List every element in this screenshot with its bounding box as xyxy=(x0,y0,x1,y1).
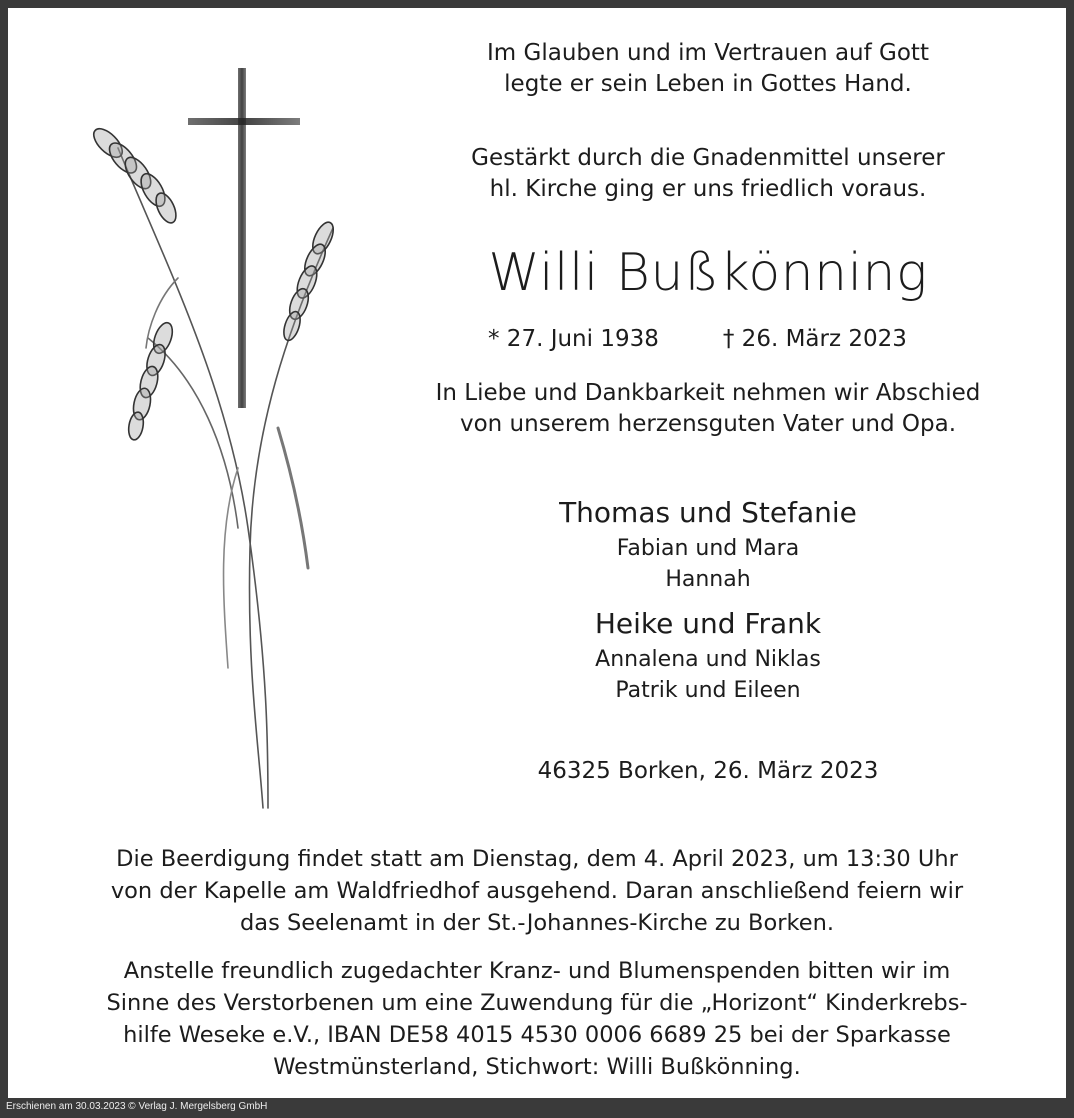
deceased-name: Willi Bußkönning xyxy=(488,243,928,303)
motto xyxy=(348,38,1068,100)
life-dates xyxy=(488,319,907,359)
motto-2 xyxy=(348,143,1068,205)
donation-line: Westmünsterland, Stichwort: Willi Bußkönning. xyxy=(273,1054,801,1080)
farewell-line: In Liebe und Dankbarkeit nehmen wir Abschied xyxy=(435,380,981,406)
family-group xyxy=(348,493,1068,595)
death-date: † 26. März 2023 xyxy=(722,326,907,352)
motto-line: legte er sein Leben in Gottes Hand. xyxy=(504,71,912,97)
wheat-ears-icon xyxy=(89,124,338,808)
family-head: Thomas und Stefanie xyxy=(559,496,857,529)
donation-line: Anstelle freundlich zugedachter Kranz- und Blumenspenden bitten wir im xyxy=(123,958,951,984)
motto-line: Im Glauben und im Vertrauen auf Gott xyxy=(487,40,929,66)
funeral-info xyxy=(28,843,1046,939)
family-head: Heike und Frank xyxy=(594,607,822,640)
family-member: Fabian und Mara xyxy=(616,536,800,561)
farewell-line: von unserem herzensguten Vater und Opa. xyxy=(459,411,957,437)
donation-info xyxy=(28,955,1046,1083)
place-and-date: 46325 Borken, 26. März 2023 xyxy=(537,758,879,784)
motto-2-line: hl. Kirche ging er uns friedlich voraus. xyxy=(489,176,927,202)
family-group xyxy=(348,604,1068,706)
family-member: Annalena und Niklas xyxy=(595,647,821,672)
cross-and-wheat-illustration xyxy=(78,48,348,838)
birth-date: * 27. Juni 1938 xyxy=(488,326,659,352)
farewell-text xyxy=(348,378,1068,440)
funeral-line: von der Kapelle am Waldfriedhof ausgehend. Daran anschließend feiern wir xyxy=(110,878,964,904)
donation-line: Sinne des Verstorbenen um eine Zuwendung für die „Horizont“ Kinderkrebs- xyxy=(106,990,968,1016)
funeral-line: das Seelenamt in der St.-Johannes-Kirche zu Borken. xyxy=(240,910,834,936)
family-member: Hannah xyxy=(665,567,751,592)
donation-line: hilfe Weseke e.V., IBAN DE58 4015 4530 0006 6689 25 bei der Sparkasse xyxy=(123,1022,951,1048)
publication-footer: Erschienen am 30.03.2023 © Verlag J. Mergelsberg GmbH xyxy=(6,1101,268,1112)
motto-2-line: Gestärkt durch die Gnadenmittel unserer xyxy=(471,145,945,171)
funeral-line: Die Beerdigung findet statt am Dienstag, dem 4. April 2023, um 13:30 Uhr xyxy=(116,846,958,872)
family-member: Patrik und Eileen xyxy=(615,678,801,703)
obituary-notice xyxy=(8,8,1066,1098)
